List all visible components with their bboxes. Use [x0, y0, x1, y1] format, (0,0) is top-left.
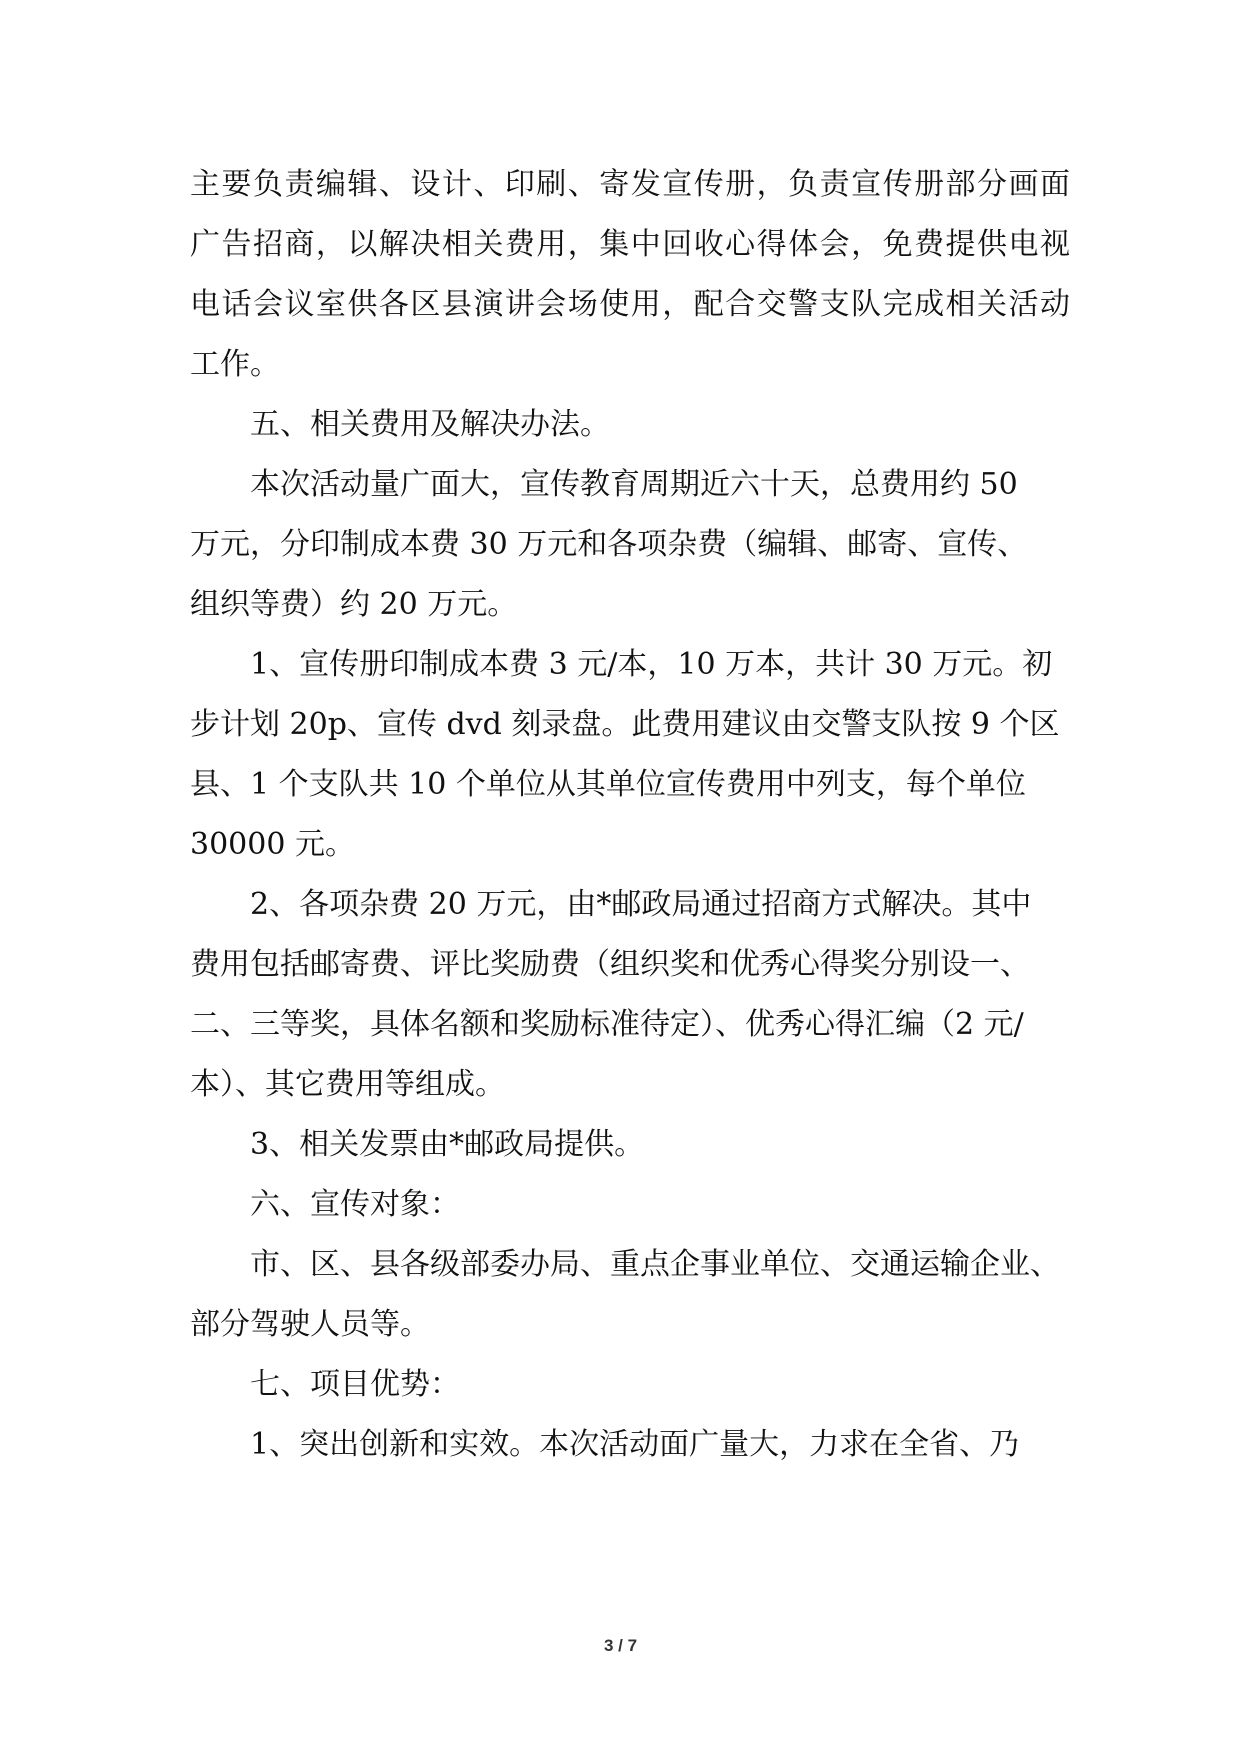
text-line: 2、各项杂费 20 万元，由*邮政局通过招商方式解决。其中 [250, 887, 1032, 922]
section-heading: 五、相关费用及解决办法。 [250, 407, 610, 442]
text-line: 1、宣传册印制成本费 3 元/本，10 万本，共计 30 万元。初 [250, 647, 1053, 682]
text-line: 县、1 个支队共 10 个单位从其单位宣传费用中列支，每个单位 [190, 767, 1026, 802]
text-line: 组织等费）约 20 万元。 [190, 587, 518, 622]
text-line: 广告招商，以解决相关费用，集中回收心得体会，免费提供电视 [190, 227, 1070, 262]
text-line: 市、区、县各级部委办局、重点企事业单位、交通运输企业、 [250, 1247, 1060, 1282]
text-line: 3、相关发票由*邮政局提供。 [250, 1127, 645, 1162]
text-line: 万元，分印制成本费 30 万元和各项杂费（编辑、邮寄、宣传、 [190, 527, 1028, 562]
text-line: 步计划 20p、宣传 dvd 刻录盘。此费用建议由交警支队按 9 个区 [190, 707, 1060, 742]
text-line: 电话会议室供各区县演讲会场使用，配合交警支队完成相关活动 [190, 287, 1070, 322]
section-heading: 六、宣传对象： [250, 1187, 460, 1222]
text-line: 工作。 [190, 347, 280, 382]
text-line: 本）、其它费用等组成。 [190, 1067, 505, 1102]
text-line: 部分驾驶人员等。 [190, 1307, 430, 1342]
section-heading: 七、项目优势： [250, 1367, 460, 1402]
text-line: 主要负责编辑、设计、印刷、寄发宣传册，负责宣传册部分画面 [190, 167, 1070, 202]
document-body [190, 155, 1070, 1475]
text-line: 1、突出创新和实效。本次活动面广量大，力求在全省、乃 [250, 1427, 1020, 1462]
page-number: 3 / 7 [603, 1636, 638, 1655]
text-line: 费用包括邮寄费、评比奖励费（组织奖和优秀心得奖分别设一、 [190, 947, 1030, 982]
text-line: 30000 元。 [190, 827, 355, 862]
text-line: 本次活动量广面大，宣传教育周期近六十天，总费用约 50 [250, 467, 1018, 502]
text-line: 二、三等奖，具体名额和奖励标准待定）、优秀心得汇编（2 元/ [190, 1007, 1024, 1042]
